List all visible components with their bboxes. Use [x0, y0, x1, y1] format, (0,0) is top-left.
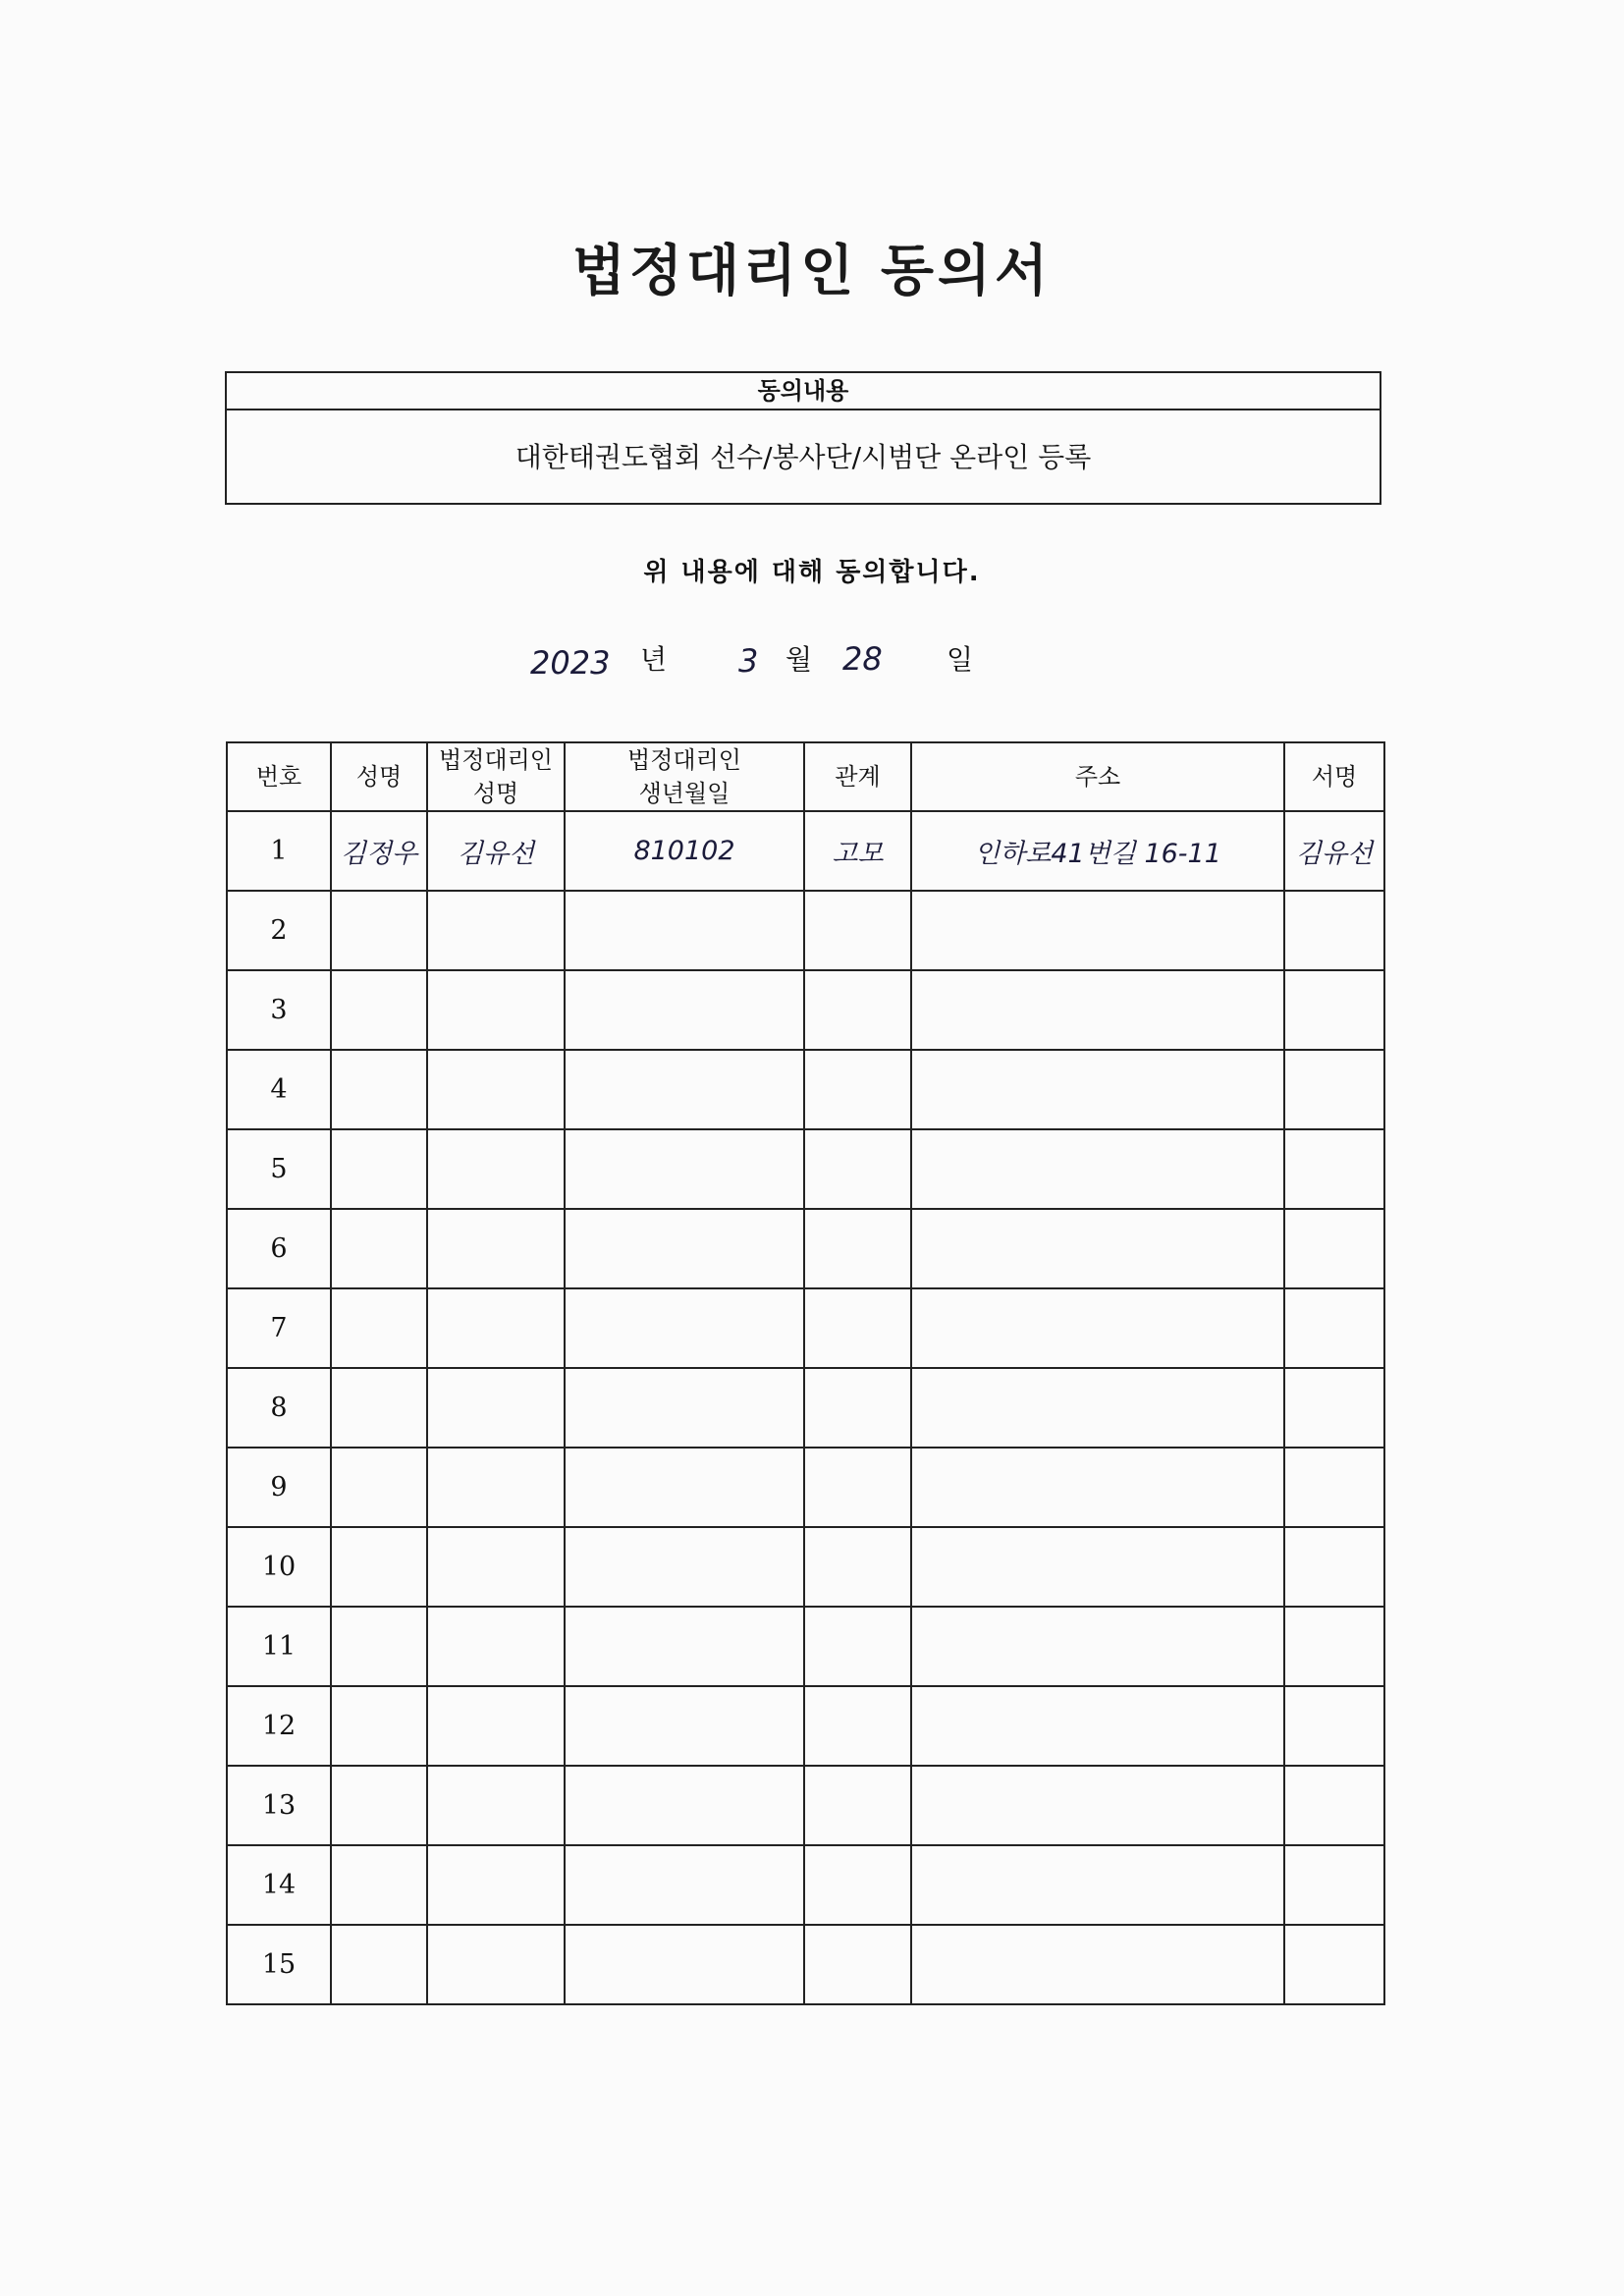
cell-address — [911, 1288, 1284, 1368]
date-month-label: 월 — [785, 643, 813, 676]
cell-guardian-name — [427, 1925, 565, 2004]
cell-guardian-birth — [565, 1527, 804, 1607]
cell-relation — [804, 1368, 911, 1448]
cell-guardian-name — [427, 1129, 565, 1209]
cell-no: 15 — [227, 1925, 331, 2004]
cell-name: 김정우 — [331, 811, 427, 891]
cell-no: 12 — [227, 1686, 331, 1766]
cell-relation — [804, 1288, 911, 1368]
cell-guardian-birth — [565, 1129, 804, 1209]
date-year: 2023 — [530, 644, 611, 682]
cell-signature — [1284, 891, 1384, 970]
cell-relation — [804, 1448, 911, 1527]
table-row — [227, 1209, 1384, 1288]
table-row — [227, 1050, 1384, 1129]
cell-address — [911, 1050, 1284, 1129]
cell-no: 6 — [227, 1209, 331, 1288]
consent-box — [225, 371, 1381, 505]
header-address: 주소 — [911, 742, 1284, 811]
cell-guardian-birth — [565, 1050, 804, 1129]
cell-guardian-name — [427, 1527, 565, 1607]
cell-name — [331, 1288, 427, 1368]
cell-name — [331, 1607, 427, 1686]
cell-relation — [804, 1050, 911, 1129]
cell-guardian-birth — [565, 1925, 804, 2004]
document-title: 법정대리인 동의서 — [571, 240, 1053, 303]
cell-relation — [804, 1686, 911, 1766]
table-row — [227, 1448, 1384, 1527]
cell-guardian-name — [427, 1209, 565, 1288]
cell-signature — [1284, 1607, 1384, 1686]
cell-signature — [1284, 1209, 1384, 1288]
date-year-label: 년 — [640, 643, 668, 676]
cell-no: 9 — [227, 1448, 331, 1527]
header-no: 번호 — [227, 742, 331, 811]
cell-signature — [1284, 1845, 1384, 1925]
cell-address — [911, 1129, 1284, 1209]
header-guardian-name-line1: 법정대리인 — [439, 746, 553, 774]
cell-guardian-name — [427, 1448, 565, 1527]
table-row — [227, 1925, 1384, 2004]
cell-guardian-birth — [565, 970, 804, 1050]
cell-relation: 고모 — [804, 811, 911, 891]
agree-statement: 위 내용에 대해 동의합니다. — [643, 558, 981, 587]
cell-relation — [804, 1129, 911, 1209]
cell-no: 13 — [227, 1766, 331, 1845]
cell-guardian-name — [427, 891, 565, 970]
cell-name — [331, 1527, 427, 1607]
cell-guardian-name — [427, 1766, 565, 1845]
cell-signature — [1284, 1925, 1384, 2004]
date-row — [0, 638, 1624, 687]
consent-body: 대한태권도협회 선수/봉사단/시범단 온라인 등록 — [514, 441, 1092, 473]
cell-signature — [1284, 1686, 1384, 1766]
header-guardian-birth-line1: 법정대리인 — [627, 746, 741, 774]
cell-no: 4 — [227, 1050, 331, 1129]
consent-header: 동의내용 — [227, 373, 1380, 410]
cell-no: 3 — [227, 970, 331, 1050]
cell-no: 1 — [227, 811, 331, 891]
cell-guardian-birth — [565, 1686, 804, 1766]
cell-signature — [1284, 1448, 1384, 1527]
table-row — [227, 1845, 1384, 1925]
cell-signature — [1284, 1368, 1384, 1448]
cell-address — [911, 1686, 1284, 1766]
cell-name — [331, 1209, 427, 1288]
cell-signature — [1284, 1288, 1384, 1368]
header-guardian-birth-line2: 생년월일 — [638, 780, 731, 807]
cell-no: 2 — [227, 891, 331, 970]
cell-address — [911, 1607, 1284, 1686]
cell-address — [911, 1527, 1284, 1607]
cell-name — [331, 1050, 427, 1129]
table-row — [227, 1288, 1384, 1368]
cell-relation — [804, 1766, 911, 1845]
header-guardian-birth — [565, 742, 804, 811]
table-row — [227, 891, 1384, 970]
date-month: 3 — [738, 642, 759, 680]
cell-relation — [804, 1845, 911, 1925]
cell-signature — [1284, 1129, 1384, 1209]
cell-guardian-name — [427, 1288, 565, 1368]
cell-address — [911, 1448, 1284, 1527]
cell-guardian-birth — [565, 1209, 804, 1288]
cell-relation — [804, 970, 911, 1050]
cell-name — [331, 1686, 427, 1766]
cell-name — [331, 1766, 427, 1845]
table-row — [227, 811, 1384, 891]
cell-name — [331, 1129, 427, 1209]
cell-no: 8 — [227, 1368, 331, 1448]
cell-guardian-name — [427, 970, 565, 1050]
cell-signature — [1284, 970, 1384, 1050]
cell-no: 10 — [227, 1527, 331, 1607]
cell-signature — [1284, 1050, 1384, 1129]
header-name: 성명 — [331, 742, 427, 811]
cell-name — [331, 1925, 427, 2004]
date-day: 28 — [842, 640, 883, 678]
cell-address — [911, 891, 1284, 970]
cell-relation — [804, 1209, 911, 1288]
cell-address — [911, 1209, 1284, 1288]
cell-guardian-birth — [565, 1288, 804, 1368]
cell-name — [331, 1368, 427, 1448]
cell-address — [911, 1925, 1284, 2004]
table-row — [227, 1129, 1384, 1209]
cell-address — [911, 970, 1284, 1050]
cell-guardian-birth: 810102 — [565, 811, 804, 891]
table-row — [227, 1686, 1384, 1766]
cell-address — [911, 1766, 1284, 1845]
table-row — [227, 1766, 1384, 1845]
cell-guardian-birth — [565, 891, 804, 970]
cell-address — [911, 1368, 1284, 1448]
cell-guardian-birth — [565, 1845, 804, 1925]
table-row — [227, 1607, 1384, 1686]
cell-signature — [1284, 1766, 1384, 1845]
cell-relation — [804, 1527, 911, 1607]
cell-relation — [804, 891, 911, 970]
cell-signature — [1284, 1527, 1384, 1607]
cell-relation — [804, 1925, 911, 2004]
cell-guardian-name — [427, 1845, 565, 1925]
cell-signature: 김유선 — [1284, 811, 1384, 891]
table-row — [227, 1368, 1384, 1448]
cell-name — [331, 1448, 427, 1527]
header-guardian-name — [427, 742, 565, 811]
cell-no: 11 — [227, 1607, 331, 1686]
table-row — [227, 1527, 1384, 1607]
cell-guardian-name — [427, 1686, 565, 1766]
cell-name — [331, 970, 427, 1050]
table-row — [227, 970, 1384, 1050]
date-day-label: 일 — [947, 643, 974, 676]
cell-guardian-name — [427, 1368, 565, 1448]
cell-guardian-birth — [565, 1448, 804, 1527]
cell-guardian-name: 김유선 — [427, 811, 565, 891]
header-signature: 서명 — [1284, 742, 1384, 811]
cell-name — [331, 1845, 427, 1925]
cell-address — [911, 1845, 1284, 1925]
header-relation: 관계 — [804, 742, 911, 811]
cell-guardian-birth — [565, 1368, 804, 1448]
cell-name — [331, 891, 427, 970]
header-guardian-name-line2: 성명 — [472, 780, 519, 807]
cell-guardian-name — [427, 1607, 565, 1686]
cell-guardian-birth — [565, 1607, 804, 1686]
table-header-row — [227, 742, 1384, 811]
cell-guardian-name — [427, 1050, 565, 1129]
cell-no: 14 — [227, 1845, 331, 1925]
cell-no: 5 — [227, 1129, 331, 1209]
cell-no: 7 — [227, 1288, 331, 1368]
cell-address: 인하로41번길 16-11 — [911, 811, 1284, 891]
roster-table — [226, 741, 1385, 2005]
cell-guardian-birth — [565, 1766, 804, 1845]
cell-relation — [804, 1607, 911, 1686]
